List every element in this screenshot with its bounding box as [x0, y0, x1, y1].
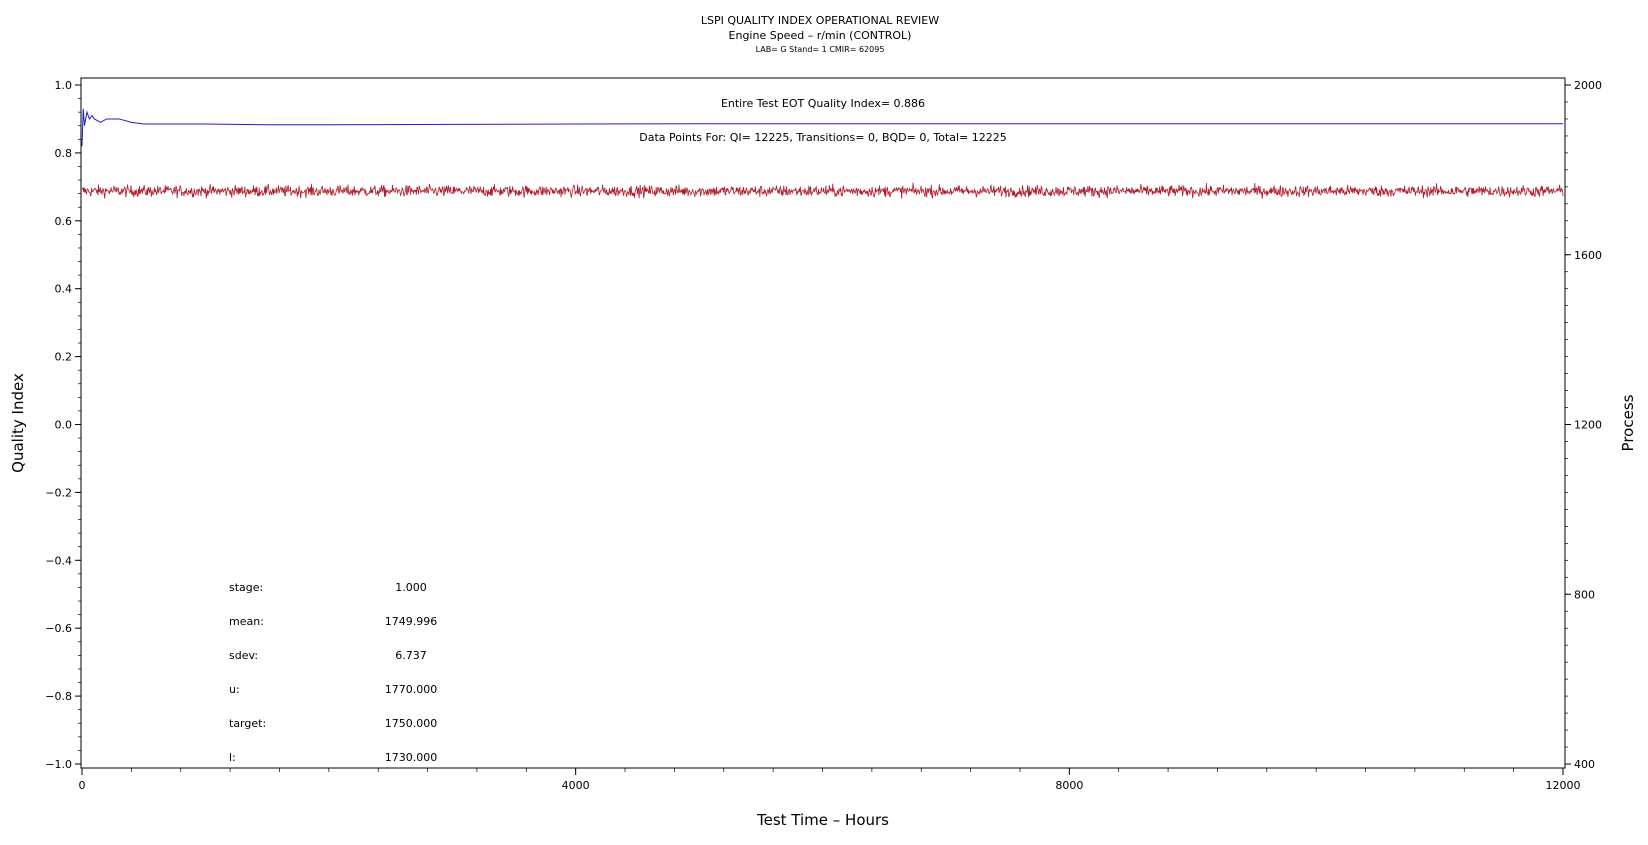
stat-label: sdev:	[229, 649, 259, 662]
process-series	[82, 183, 1563, 199]
data-points-annotation: Data Points For: QI= 12225, Transitions= 0, BQD= 0, Total= 12225	[639, 131, 1007, 144]
chart-caption: LAB= G Stand= 1 CMIR= 62095	[755, 45, 885, 54]
x-axis	[79, 768, 1581, 792]
stats-block	[229, 581, 437, 764]
stat-value: 6.737	[395, 649, 427, 662]
plot-frame	[81, 78, 1565, 768]
eot-annotation: Entire Test EOT Quality Index= 0.886	[720, 97, 926, 110]
stat-label: mean:	[229, 615, 264, 628]
y-tick-label: −1.0	[45, 758, 72, 771]
y-tick-label: −0.2	[45, 486, 72, 500]
y-tick-label: −0.6	[45, 622, 72, 636]
stat-label: target:	[229, 717, 267, 730]
y-axis	[45, 79, 81, 771]
y-tick-label: 0.2	[54, 350, 72, 364]
stat-value: 1.000	[395, 581, 427, 594]
y-axis-label: Quality Index	[9, 373, 27, 473]
x-tick-label: 4000	[561, 779, 590, 792]
stat-label: u:	[229, 683, 240, 696]
y2-tick-label: 1200	[1574, 418, 1602, 432]
stat-label: stage:	[229, 581, 264, 594]
y2-axis	[1565, 79, 1602, 771]
stat-value: 1730.000	[384, 751, 438, 764]
y2-tick-label: 400	[1574, 758, 1595, 771]
y-tick-label: 0.0	[54, 418, 72, 432]
y2-axis-label: Process	[1619, 394, 1637, 452]
stat-label: l:	[229, 751, 236, 764]
x-tick-label: 8000	[1055, 779, 1084, 792]
stat-value: 1749.996	[384, 615, 438, 628]
x-tick-label: 12000	[1545, 779, 1581, 792]
y2-tick-label: 800	[1574, 588, 1595, 602]
y-tick-label: −0.8	[45, 690, 72, 704]
y2-tick-label: 1600	[1574, 248, 1602, 262]
stat-value: 1770.000	[384, 683, 438, 696]
y-tick-label: 0.8	[54, 146, 72, 160]
y-tick-label: 0.4	[54, 282, 72, 296]
x-tick-label: 0	[78, 779, 86, 792]
chart-title: LSPI QUALITY INDEX OPERATIONAL REVIEW	[700, 14, 940, 27]
chart-subtitle: Engine Speed – r/min (CONTROL)	[728, 29, 912, 42]
y2-tick-label: 2000	[1574, 79, 1602, 92]
process-line	[82, 183, 1563, 199]
y-tick-label: 0.6	[54, 214, 72, 228]
stat-value: 1750.000	[384, 717, 438, 730]
x-axis-label: Test Time – Hours	[757, 811, 889, 829]
y-tick-label: 1.0	[54, 79, 72, 92]
y-tick-label: −0.4	[45, 554, 72, 568]
